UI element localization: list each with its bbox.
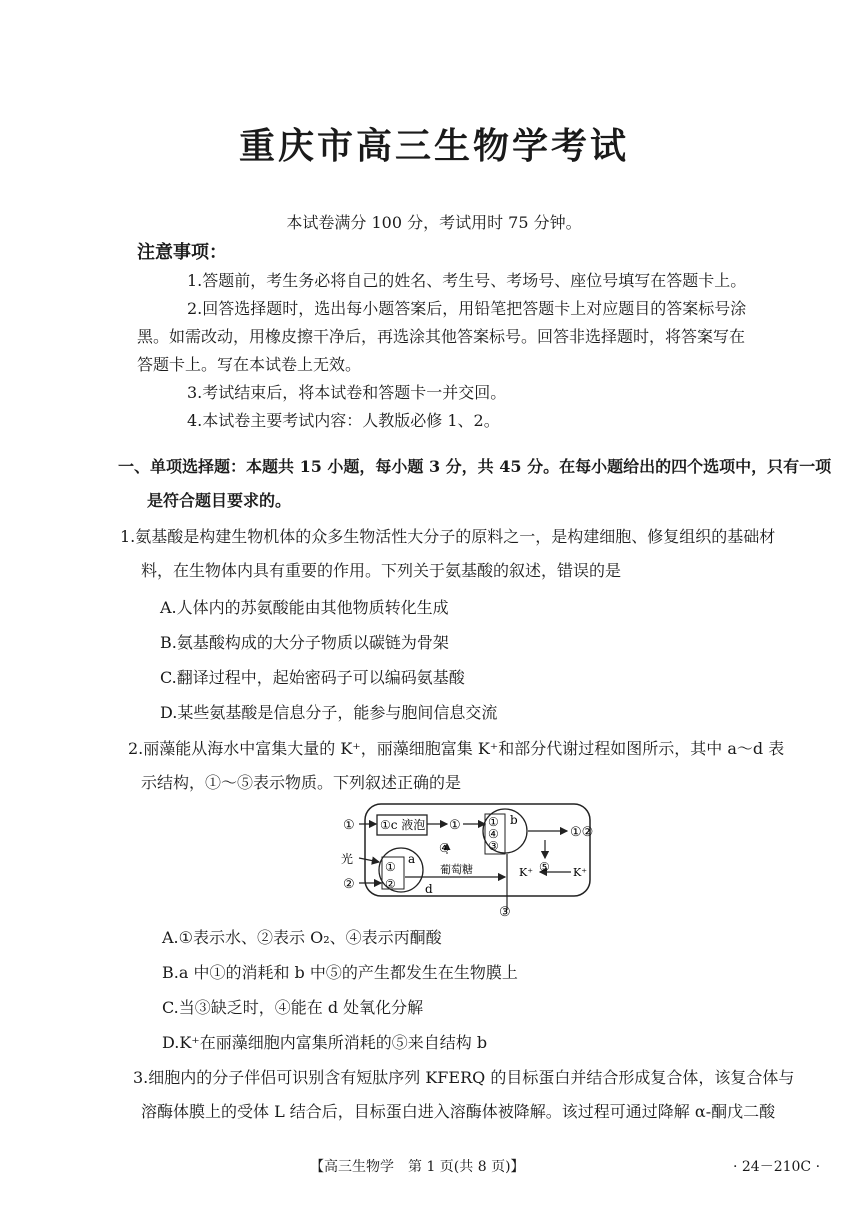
q2-option-b: B.a 中①的消耗和 b 中⑤的产生都发生在生物膜上 xyxy=(162,963,518,982)
q2-option-c: C.当③缺乏时，④能在 d 处氧化分解 xyxy=(162,998,424,1017)
q2-option-d: D.K⁺在丽藻细胞内富集所消耗的⑤来自结构 b xyxy=(162,1033,488,1052)
diagram-label: ④ xyxy=(439,841,450,855)
q3-stem: 3.细胞内的分子伴侣可识别含有短肽序列 KFERQ 的目标蛋白并结合形成复合体，该复合体与 xyxy=(133,1068,795,1087)
diagram-label: ③ xyxy=(499,905,511,920)
diagram-label: ③ xyxy=(488,839,499,853)
page-footer: 【高三生物学 第 1 页(共 8 页)】 xyxy=(310,1159,525,1175)
notice-line: 黑。如需改动，用橡皮擦干净后，再选涂其他答案标号。回答非选择题时，将答案写在 xyxy=(137,327,746,346)
structure-a-label: a xyxy=(408,852,416,866)
diagram-label: ② xyxy=(385,877,396,891)
section-heading-b: 在每小题给出的四个选项中，只有一项 xyxy=(559,457,832,476)
notice-line: 2.回答选择题时，选出每小题答案后，用铅笔把答题卡上对应题目的答案标号涂 xyxy=(187,299,747,318)
glucose-label: 葡萄糖 xyxy=(440,863,473,876)
diagram-label: ① xyxy=(343,818,355,833)
k-ion-label: K⁺ xyxy=(573,866,588,879)
diagram-label: ④ xyxy=(488,827,499,841)
diagram-label: ⑤ xyxy=(539,860,550,874)
page-title: 重庆市高三生物学考试 xyxy=(238,126,629,167)
section-heading-2: 是符合题目要求的。 xyxy=(147,491,292,510)
notice-heading: 注意事项： xyxy=(137,242,227,263)
light-label: 光 xyxy=(341,852,354,866)
k-ion-label: K⁺ xyxy=(519,866,534,879)
diagram-label: ① xyxy=(488,815,499,829)
q1-option-d: D.某些氨基酸是信息分子，能参与胞间信息交流 xyxy=(160,703,498,722)
notice-line: 3.考试结束后，将本试卷和答题卡一并交回。 xyxy=(187,383,507,402)
q1-option-c: C.翻译过程中，起始密码子可以编码氨基酸 xyxy=(160,668,465,687)
exam-info: 本试卷满分 100 分，考试用时 75 分钟。 xyxy=(286,213,582,232)
diagram-label: ② xyxy=(343,877,355,892)
notice-line: 4.本试卷主要考试内容：人教版必修 1、2。 xyxy=(187,411,500,430)
algae-cell-diagram xyxy=(335,800,615,920)
q2-stem: 示结构，①～⑤表示物质。下列叙述正确的是 xyxy=(141,773,462,792)
q1-stem: 料，在生物体内具有重要的作用。下列关于氨基酸的叙述，错误的是 xyxy=(141,561,622,580)
q1-stem: 1.氨基酸是构建生物机体的众多生物活性大分子的原料之一，是构建细胞、修复组织的基础材 xyxy=(120,527,776,546)
paper-code: · 24－210C · xyxy=(733,1159,821,1175)
notice-line: 1.答题前，考生务必将自己的姓名、考生号、考场号、座位号填写在答题卡上。 xyxy=(187,271,747,290)
structure-d-label: d xyxy=(425,882,433,896)
structure-b-label: b xyxy=(510,813,518,827)
section-heading-a: 一、单项选择题：本题共 15 小题，每小题 3 分，共 45 分。 xyxy=(118,457,560,476)
q1-option-b: B.氨基酸构成的大分子物质以碳链为骨架 xyxy=(160,633,449,652)
q1-option-a: A.人体内的苏氨酸能由其他物质转化生成 xyxy=(160,598,449,617)
diagram-label: ①② xyxy=(570,825,594,840)
vacuole-label: ①c 液泡 xyxy=(380,818,426,832)
q3-stem: 溶酶体膜上的受体 L 结合后，目标蛋白进入溶酶体被降解。该过程可通过降解 α-酮戊二酸 xyxy=(141,1102,776,1121)
diagram-label: ① xyxy=(385,860,396,874)
notice-line: 答题卡上。写在本试卷上无效。 xyxy=(137,355,362,374)
section-heading xyxy=(118,454,831,477)
q2-stem: 2.丽藻能从海水中富集大量的 K⁺，丽藻细胞富集 K⁺和部分代谢过程如图所示，其中 a～d 表 xyxy=(128,739,785,758)
diagram-label: ① xyxy=(449,818,461,833)
q2-option-a: A.①表示水、②表示 O₂、④表示丙酮酸 xyxy=(162,928,442,947)
